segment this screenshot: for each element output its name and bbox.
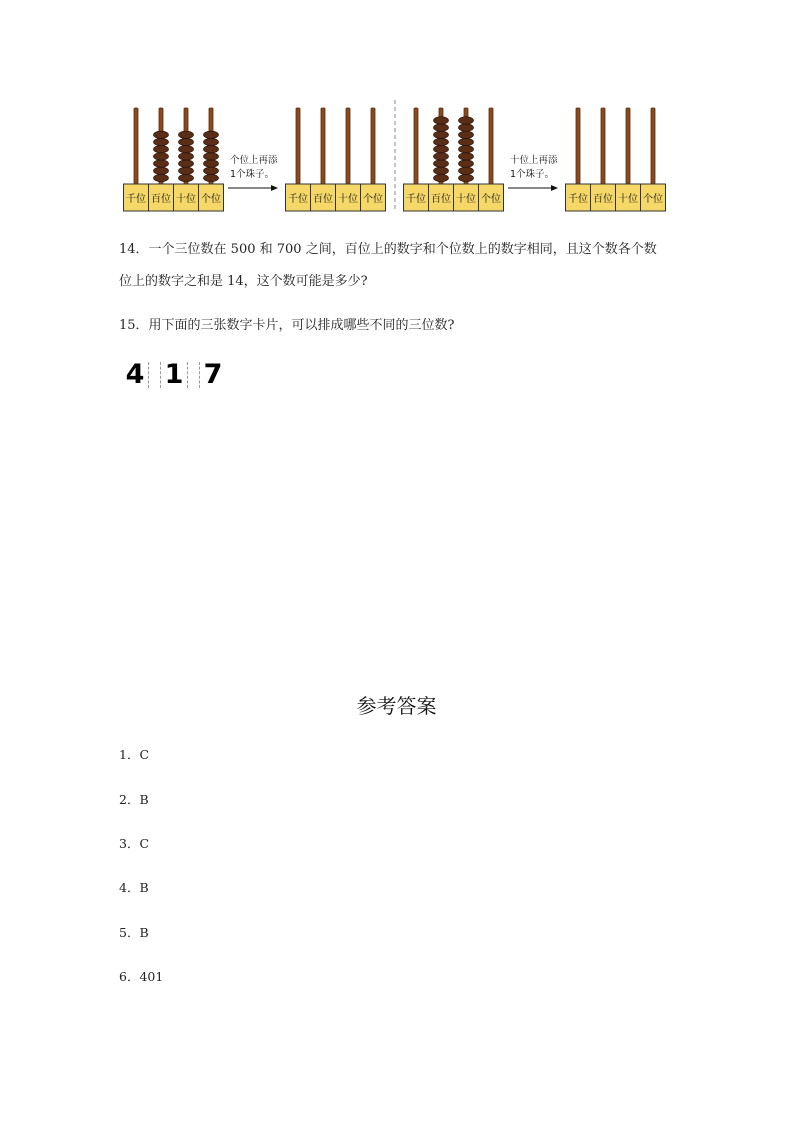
abacus-bead — [179, 167, 194, 174]
abacus-note-line1: 个位上再添 — [230, 155, 278, 166]
abacus-note-line2: 1个珠子。 — [230, 169, 275, 180]
abacus-bead — [179, 160, 194, 167]
place-value-label: 百位 — [593, 194, 613, 205]
abacus-bead — [154, 174, 169, 181]
place-value-label: 十位 — [456, 194, 476, 205]
abacus-bead — [179, 153, 194, 160]
abacus-note-line1: 十位上再添 — [510, 155, 558, 166]
abacus-rod — [321, 108, 325, 184]
abacus-bead — [459, 131, 474, 138]
abacus-bead — [459, 167, 474, 174]
abacus-rod — [651, 108, 655, 184]
abacus-rod — [626, 108, 630, 184]
abacus — [404, 108, 504, 211]
abacus-bead — [434, 153, 449, 160]
place-value-label: 十位 — [338, 194, 358, 205]
digit-card-value: 7 — [203, 359, 223, 390]
place-value-label: 十位 — [618, 194, 638, 205]
question-14-line-1: 14．一个三位数在 500 和 700 之间，百位上的数字和个位数上的数字相同，且这个数各个数 — [119, 242, 657, 257]
abacus-rod — [489, 108, 493, 184]
digit-card — [160, 360, 188, 390]
abacus-bead — [459, 124, 474, 131]
abacus-bead — [204, 146, 219, 153]
abacus-figure — [0, 0, 793, 230]
abacus-bead — [204, 138, 219, 145]
abacus-bead — [154, 167, 169, 174]
abacus-rod — [576, 108, 580, 184]
abacus-bead — [179, 174, 194, 181]
abacus-rod — [346, 108, 350, 184]
question-15: 15．用下面的三张数字卡片，可以排成哪些不同的三位数? — [119, 318, 455, 333]
abacus-bead — [179, 131, 194, 138]
digit-card-value: 4 — [125, 359, 145, 390]
abacus-bead — [434, 167, 449, 174]
answer-item: 2．B — [119, 792, 149, 807]
place-value-label: 百位 — [313, 194, 333, 205]
digit-card — [121, 360, 149, 390]
place-value-label: 千位 — [568, 194, 588, 205]
abacus-bead — [154, 160, 169, 167]
abacus-bead — [204, 167, 219, 174]
abacus — [286, 108, 386, 211]
arrow-icon — [271, 185, 278, 191]
abacus-rod — [134, 108, 138, 184]
place-value-label: 千位 — [126, 194, 146, 205]
place-value-label: 千位 — [288, 194, 308, 205]
abacus-bead — [459, 146, 474, 153]
abacus-rod — [601, 108, 605, 184]
place-value-label: 个位 — [643, 194, 663, 205]
abacus-rod — [296, 108, 300, 184]
digit-card — [199, 360, 227, 390]
abacus-bead — [459, 138, 474, 145]
abacus-note-line2: 1个珠子。 — [510, 169, 555, 180]
abacus-bead — [154, 131, 169, 138]
answers-title: 参考答案 — [356, 694, 437, 718]
abacus — [124, 108, 224, 211]
place-value-label: 十位 — [176, 194, 196, 205]
abacus-bead — [154, 138, 169, 145]
abacus-bead — [434, 117, 449, 124]
question-14-line-2: 位上的数字之和是 14，这个数可能是多少? — [119, 274, 368, 289]
place-value-label: 个位 — [481, 194, 501, 205]
abacus-rod — [371, 108, 375, 184]
abacus-bead — [459, 117, 474, 124]
abacus-bead — [204, 174, 219, 181]
abacus-bead — [459, 174, 474, 181]
abacus-bead — [179, 146, 194, 153]
place-value-label: 百位 — [431, 194, 451, 205]
abacus-bead — [434, 174, 449, 181]
abacus-bead — [434, 124, 449, 131]
abacus-bead — [204, 160, 219, 167]
place-value-label: 个位 — [363, 194, 383, 205]
answer-item: 3．C — [119, 836, 150, 851]
answer-item: 1．C — [119, 747, 150, 762]
abacus-bead — [434, 138, 449, 145]
answer-item: 5．B — [119, 925, 149, 940]
digit-card-value: 1 — [164, 359, 184, 390]
abacus-bead — [154, 146, 169, 153]
abacus-bead — [204, 131, 219, 138]
answer-item: 4．B — [119, 880, 149, 895]
abacus-bead — [154, 153, 169, 160]
abacus-rod — [414, 108, 418, 184]
abacus-bead — [459, 160, 474, 167]
place-value-label: 千位 — [406, 194, 426, 205]
abacus — [566, 108, 666, 211]
abacus-bead — [434, 146, 449, 153]
answer-item: 6．401 — [119, 969, 164, 984]
abacus-bead — [459, 153, 474, 160]
abacus-bead — [434, 131, 449, 138]
place-value-label: 个位 — [201, 194, 221, 205]
abacus-bead — [204, 153, 219, 160]
abacus-bead — [434, 160, 449, 167]
arrow-icon — [551, 185, 558, 191]
abacus-bead — [179, 138, 194, 145]
place-value-label: 百位 — [151, 194, 171, 205]
